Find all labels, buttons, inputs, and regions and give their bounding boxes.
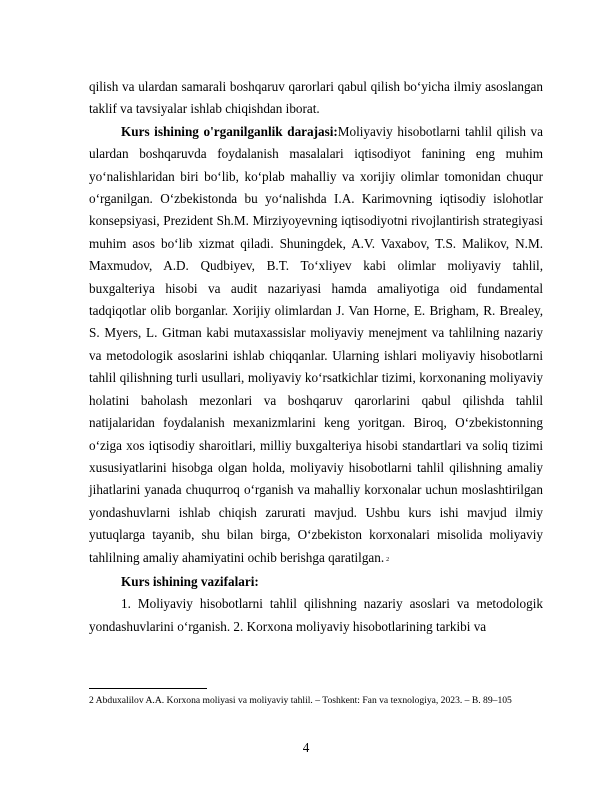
paragraph-study-level bbox=[89, 121, 543, 571]
tasks-heading: Kurs ishining vazifalari: bbox=[121, 573, 259, 589]
footnote-text: 2 Abduxalilov A.A. Korxona moliyasi va moliyaviy tahlil. – Toshkent: Fan va texnologiya, 2023. – B. 89–105 bbox=[89, 695, 512, 706]
study-level-heading: Kurs ishining o'rganilganlik darajasi: bbox=[121, 123, 338, 139]
body-text bbox=[89, 76, 543, 638]
footnote-reference[interactable]: 2 bbox=[386, 556, 390, 563]
footnote-separator bbox=[89, 688, 207, 689]
tasks-paragraph: 1. Moliyaviy hisobotlarni tahlil qilishning nazariy asoslari va metodologik yondashuvlarini oʻrganish. 2. Korxona moliyaviy hisobotlarining tarkibi va bbox=[89, 596, 543, 634]
paragraph-continuation: qilish va ulardan samarali boshqaruv qarorlari qabul qilish boʻyicha ilmiy asoslangan taklif va tavsiyalar ishlab chiqishdan iborat. bbox=[89, 79, 543, 117]
study-level-text: Moliyaviy hisobotlarni tahlil qilish va ulardan boshqaruvda foydalanish masalalari iqtisodiyot fanining eng muhim yoʻnalishlaridan biri boʻlib, koʻplab mahalliy va xorijiy olimlar tomonidan chuqur oʻrganilgan. Oʻzbekistonda bu yoʻnalishda I.A. Karimovning iqtisodiy islohotlar konsepsiyasi, Prezident Sh.M. Mirziyoyevning iqtisodiyotni rivojlantirish strategiyasi muhim asos boʻlib xizmat qiladi. Shuningdek, A.V. Vaxabov, T.S. Malikov, N.M. Maxmudov, A.D. Qudbiyev, B.T. Toʻxliyev kabi olimlar moliyaviy tahlil, buxgalteriya hisobi va audit nazariyasi hamda amaliyotiga oid fundamental tadqiqotlar olib borganlar. Xorijiy olimlardan J. Van Horne, E. Brigham, R. Brealey, S. Myers, L. Gitman kabi mutaxassislar moliyaviy menejment va tahlilning nazariy va metodologik asoslarini ishlab chiqqanlar. Ularning ishlari moliyaviy hisobotlarni tahlil qilishning turli usullari, moliyaviy koʻrsatkichlar tizimi, korxonaning moliyaviy holatini baholash mezonlari va boshqaruv qarorlarini qabul qilishda tahlil natijalaridan foydalanish mexanizmlarini keng yoritgan. Biroq, Oʻzbekistonning oʻziga xos iqtisodiy sharoitlari, milliy buxgalteriya hisobi standartlari va soliq tizimi xususiyatlarini hisobga olgan holda, moliyaviy hisobotlarni tahlil qilishning amaliy jihatlarini yanada chuqurroq oʻrganish va mahalliy korxonalar uchun moslashtirilgan yondashuvlarni ishlab chiqish zarurati mavjud. Ushbu kurs ishi mavjud ilmiy yutuqlarga tayanib, shu bilan birga, Oʻzbekiston korxonalari misolida moliyaviy tahlilning amaliy ahamiyatini ochib berishga qaratilgan. bbox=[89, 123, 543, 565]
page-number: 4 bbox=[302, 740, 310, 755]
